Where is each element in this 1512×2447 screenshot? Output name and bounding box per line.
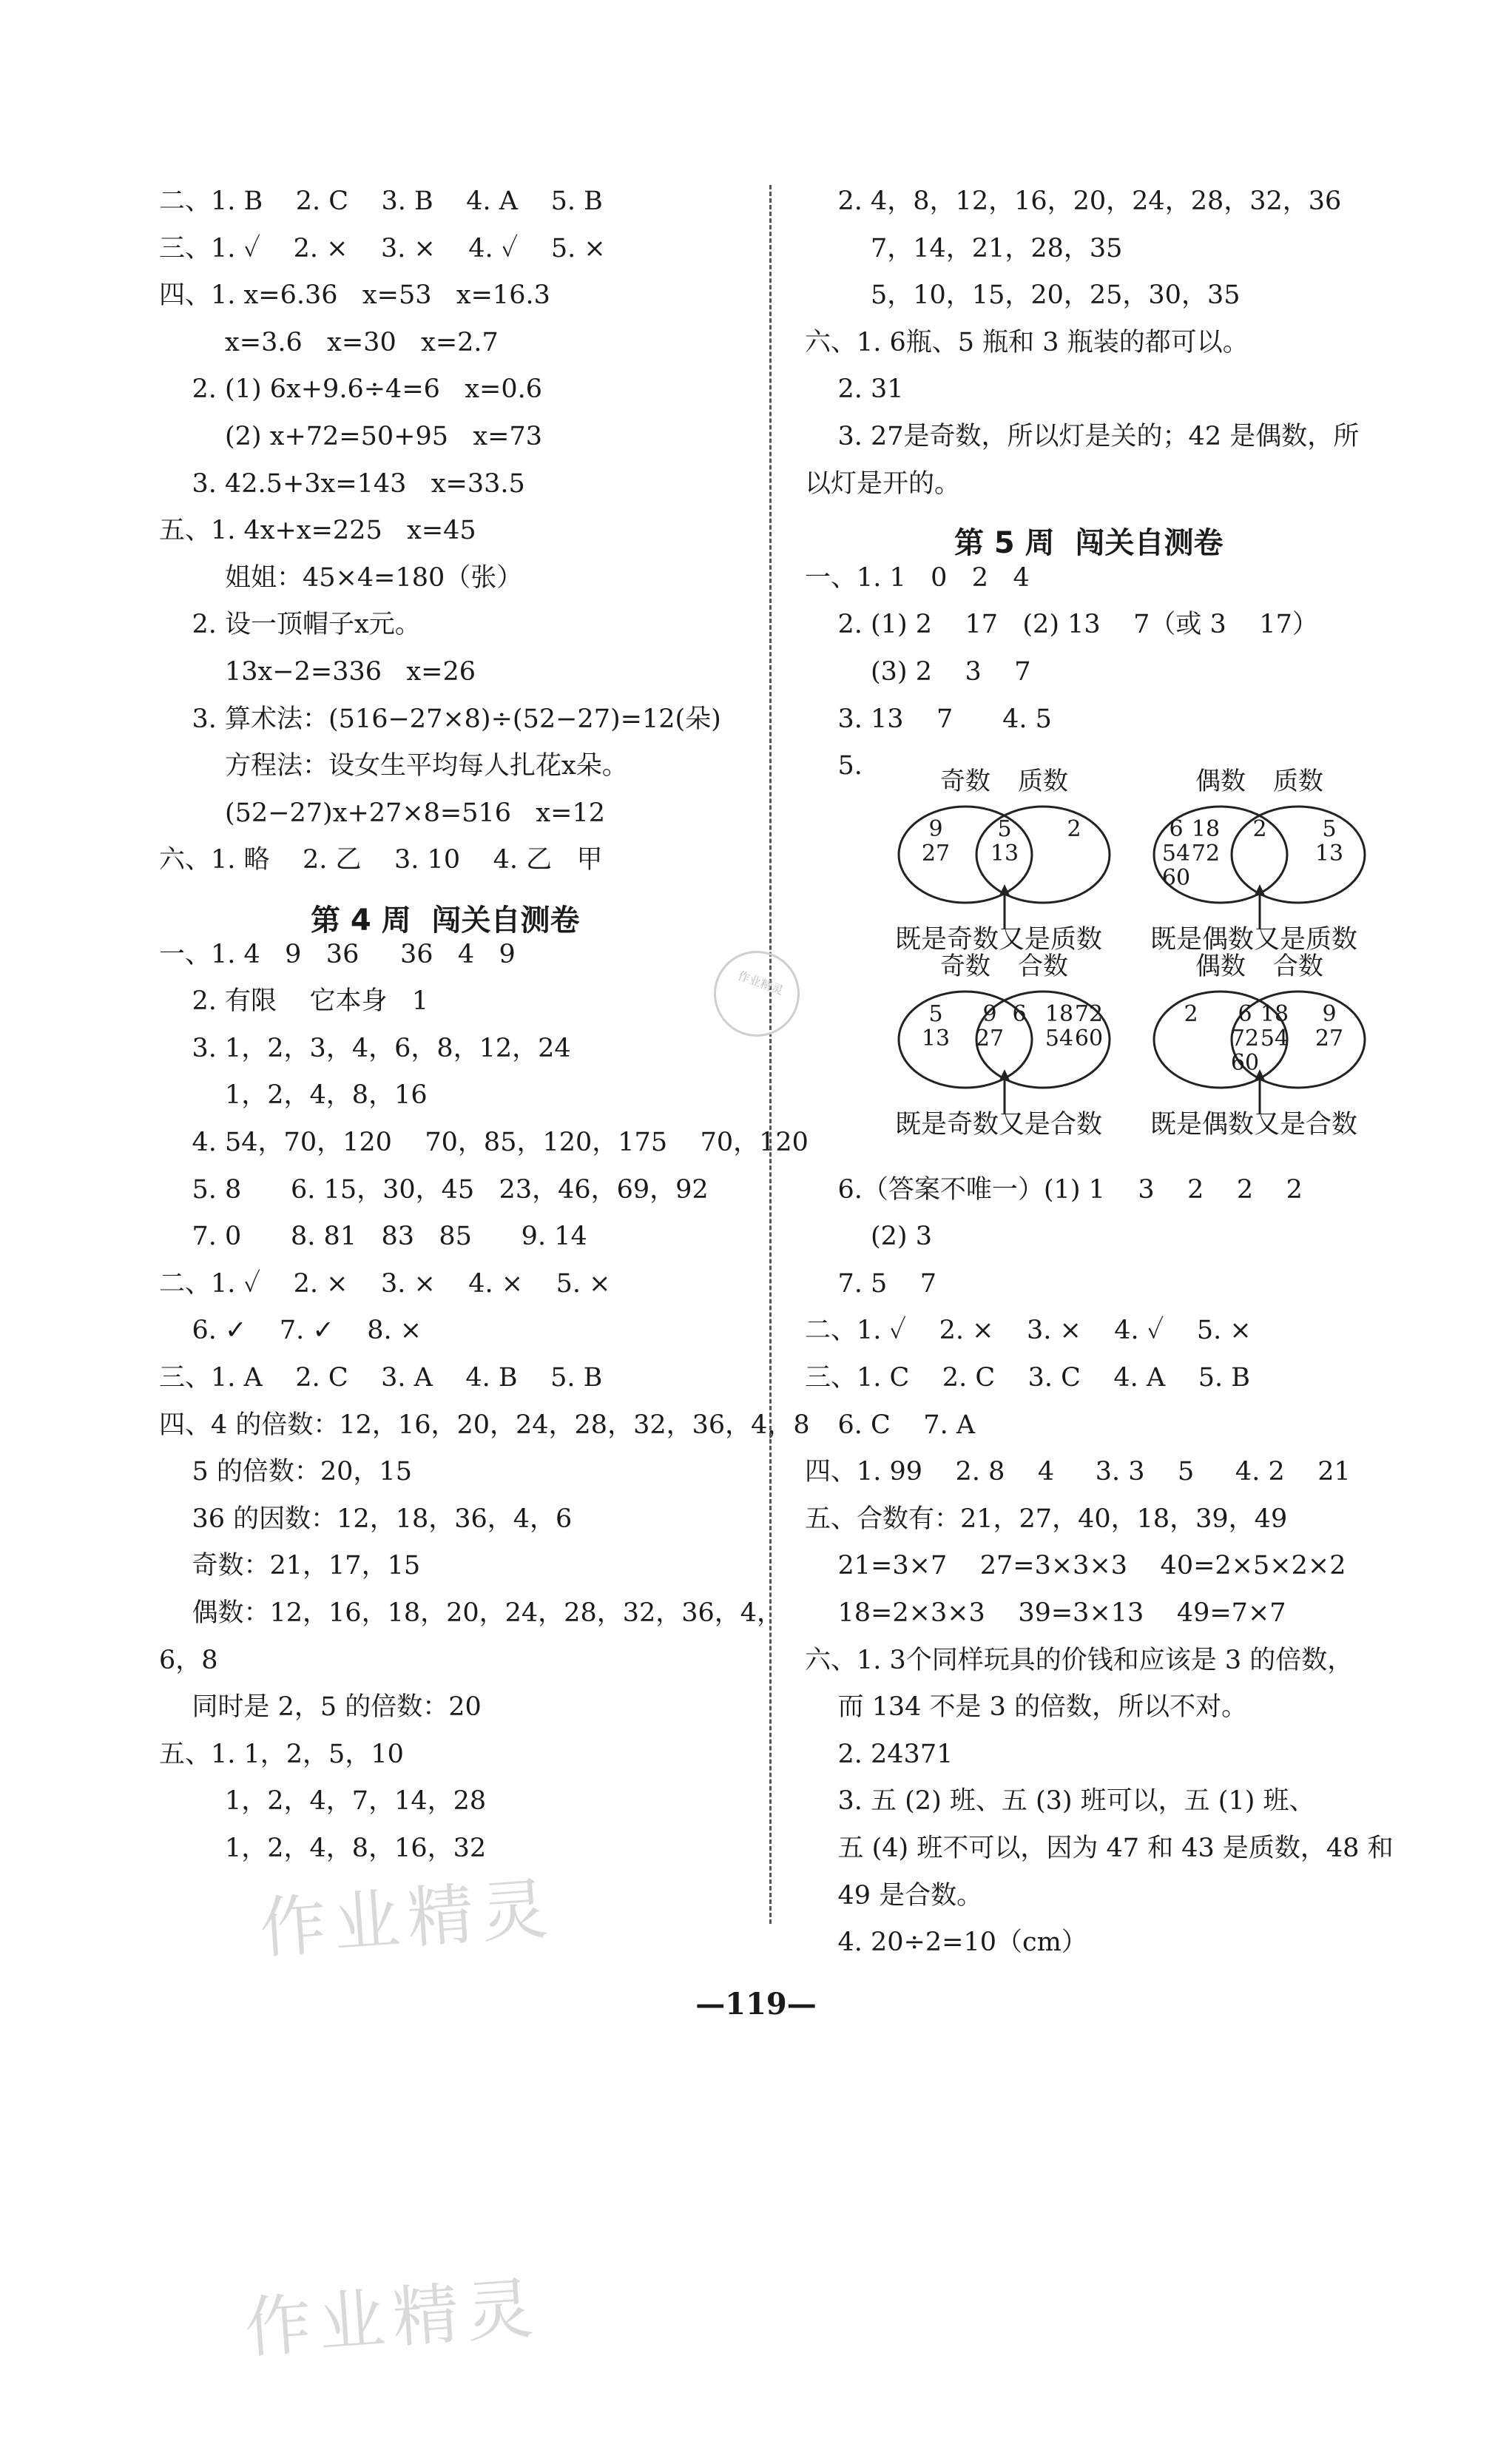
right-line: 7，14，21，28，35 xyxy=(805,233,1123,263)
right-line: 三、1. C 2. C 3. C 4. A 5. B xyxy=(805,1363,1250,1393)
left-line: 同时是 2，5 的倍数：20 xyxy=(159,1692,482,1723)
left-line: 偶数：12，16，18，20，24，28，32，36，4， xyxy=(159,1598,783,1628)
left-line: 六、1. 略 2. 乙 3. 10 4. 乙 甲 xyxy=(159,845,603,875)
right-line: 3. 27是奇数，所以灯是关的；42 是偶数，所 xyxy=(805,422,1360,451)
stamp-text: 作业精灵 xyxy=(735,968,786,998)
left-line: 姐姐：45×4=180（张） xyxy=(159,562,523,593)
venn-left-value: 60 xyxy=(1161,865,1191,891)
venn-left-label: 奇数 xyxy=(940,767,990,796)
venn-right-label: 合数 xyxy=(1273,952,1323,981)
left-line: (52−27)x+27×8=516 x=12 xyxy=(159,798,606,828)
left-line: 奇数：21，17，15 xyxy=(159,1551,421,1581)
right-line: 18=2×3×3 39=3×13 49=7×7 xyxy=(805,1598,1286,1628)
venn-left-value: 9 xyxy=(928,816,943,842)
left-line: 2. 设一顶帽子x元。 xyxy=(159,610,421,640)
right-line: 4. 20÷2=10（cm） xyxy=(805,1928,1087,1958)
watermark-text: 作业精灵 xyxy=(257,1870,558,1968)
venn-middle-value: 60 xyxy=(1230,1050,1260,1076)
left-line: 4. 54，70，120 70，85，120，175 70，120 xyxy=(159,1128,809,1157)
venn-left-value: 2 xyxy=(1184,1001,1198,1027)
right-line: 21=3×7 27=3×3×3 40=2×5×2×2 xyxy=(805,1551,1346,1581)
venn-right-label: 合数 xyxy=(1018,952,1068,981)
venn-diagram xyxy=(1150,767,1372,955)
left-line: 36 的因数：12，18，36，4，6 xyxy=(159,1504,573,1534)
left-line: (2) x+72=50+95 x=73 xyxy=(159,422,543,451)
column-divider xyxy=(769,185,772,1924)
right-line: 2. 24371 xyxy=(805,1739,954,1769)
right-line: 而 134 不是 3 的倍数，所以不对。 xyxy=(805,1692,1248,1723)
venn-right-value: 9 xyxy=(1322,1001,1337,1027)
left-line: 6. ✓ 7. ✓ 8. × xyxy=(159,1316,422,1346)
right-line: 五、合数有：21，27，40，18，39，49 xyxy=(805,1504,1288,1534)
left-line: 5. 8 6. 15，30，45 23，46，69，92 xyxy=(159,1174,709,1205)
right-line: 2. 4，8，12，16，20，24，28，32，36 xyxy=(805,186,1342,216)
page-number: —119— xyxy=(695,1987,817,2022)
right-line: 五 (4) 班不可以，因为 47 和 43 是质数，48 和 xyxy=(805,1834,1394,1863)
left-line: 3. 1，2，3，4，6，8，12，24 xyxy=(159,1033,571,1063)
venn-middle-value: 13 xyxy=(990,841,1019,866)
left-line: 2. 有限 它本身 1 xyxy=(159,986,429,1017)
venn-diagram xyxy=(1150,952,1372,1140)
left-line: 3. 算术法：(516−27×8)÷(52−27)=12(朵) xyxy=(159,704,721,734)
week-4-heading: 第 4 周 闯关自测卷 xyxy=(311,903,580,938)
venn-arrowhead xyxy=(999,1069,1010,1080)
left-line: 6，8 xyxy=(159,1645,218,1675)
right-line: 2. (1) 2 17 (2) 13 7（或 3 17） xyxy=(805,610,1318,640)
left-line: 五、1. 4x+x=225 x=45 xyxy=(159,516,476,546)
right-line: 7. 5 7 xyxy=(805,1268,937,1299)
venn-diagram xyxy=(895,767,1117,955)
left-line: 3. 42.5+3x=143 x=33.5 xyxy=(159,468,525,499)
venn-caption: 既是奇数又是合数 xyxy=(895,1110,1103,1140)
venn-right-value: 2 xyxy=(1067,816,1081,842)
venn-right-label: 质数 xyxy=(1273,767,1323,796)
left-line: x=3.6 x=30 x=2.7 xyxy=(159,327,499,357)
venn-right-value: 13 xyxy=(1314,841,1344,866)
venn-left-value: 18 xyxy=(1191,816,1221,842)
venn-arrowhead xyxy=(999,884,1010,895)
left-line: 1，2，4，7，14，28 xyxy=(159,1786,487,1817)
week-5-heading: 第 5 周 闯关自测卷 xyxy=(954,526,1224,560)
left-line: 1，2，4，8，16 xyxy=(159,1080,428,1111)
right-line: (2) 3 xyxy=(805,1222,932,1252)
venn-arrowhead xyxy=(1255,884,1265,895)
venn-right-value: 72 xyxy=(1074,1001,1104,1027)
right-line: (3) 2 3 7 xyxy=(805,657,1031,687)
left-line: 二、1. B 2. C 3. B 4. A 5. B xyxy=(159,186,603,216)
venn-caption: 既是偶数又是质数 xyxy=(1150,925,1358,955)
venn-middle-value: 18 xyxy=(1260,1001,1289,1027)
left-line: 一、1. 4 9 36 36 4 9 xyxy=(159,939,516,969)
right-line: 2. 31 xyxy=(805,374,904,405)
right-line: 6. C 7. A xyxy=(805,1410,976,1440)
venn-left-value: 54 xyxy=(1161,841,1191,866)
venn-right-value: 18 xyxy=(1044,1001,1074,1027)
right-line: 以灯是开的。 xyxy=(805,468,961,499)
left-line: 5 的倍数：20，15 xyxy=(159,1457,412,1487)
right-line: 5. xyxy=(805,751,863,781)
watermark-text-2: 作业精灵 xyxy=(242,2269,543,2368)
venn-right-value: 5 xyxy=(1322,816,1337,842)
venn-caption: 既是奇数又是质数 xyxy=(895,925,1103,955)
venn-middle-value: 27 xyxy=(975,1026,1005,1051)
venn-middle-value: 72 xyxy=(1230,1026,1260,1051)
venn-diagram xyxy=(895,952,1117,1140)
stamp-logo xyxy=(702,939,812,1049)
left-line: 7. 0 8. 81 83 85 9. 14 xyxy=(159,1222,587,1252)
venn-middle-value: 2 xyxy=(1252,816,1267,842)
right-line: 四、1. 99 2. 8 4 3. 3 5 4. 2 21 xyxy=(805,1457,1351,1487)
right-line: 6.（答案不唯一）(1) 1 3 2 2 2 xyxy=(805,1174,1303,1205)
venn-left-value: 27 xyxy=(921,841,951,866)
left-line: 五、1. 1，2，5，10 xyxy=(159,1739,404,1769)
right-line: 六、1. 6瓶、5 瓶和 3 瓶装的都可以。 xyxy=(805,327,1249,357)
right-line: 二、1. ✓ 2. × 3. × 4. ✓ 5. × xyxy=(805,1316,1252,1346)
venn-middle-value: 9 xyxy=(982,1001,997,1027)
left-line: 四、1. x=6.36 x=53 x=16.3 xyxy=(159,280,550,311)
right-line: 49 是合数。 xyxy=(805,1880,983,1911)
left-line: 四、4 的倍数：12，16，20，24，28，32，36，4，8 xyxy=(159,1410,810,1440)
left-line: 方程法：设女生平均每人扎花x朵。 xyxy=(159,751,628,781)
venn-left-label: 偶数 xyxy=(1195,952,1246,981)
venn-left-value: 5 xyxy=(928,1001,943,1027)
venn-right-label: 质数 xyxy=(1018,767,1068,796)
right-line: 3. 五 (2) 班、五 (3) 班可以，五 (1) 班、 xyxy=(805,1786,1315,1817)
venn-caption: 既是偶数又是合数 xyxy=(1150,1110,1358,1140)
venn-right-value: 60 xyxy=(1074,1026,1104,1051)
venn-left-label: 偶数 xyxy=(1195,767,1246,796)
left-line: 二、1. ✓ 2. × 3. × 4. × 5. × xyxy=(159,1268,611,1299)
left-line: 13x−2=336 x=26 xyxy=(159,657,476,687)
left-line: 1，2，4，8，16，32 xyxy=(159,1834,487,1863)
venn-middle-value: 6 xyxy=(1238,1001,1252,1027)
venn-middle-value: 54 xyxy=(1260,1026,1289,1051)
venn-middle-value: 5 xyxy=(997,816,1012,842)
right-line: 一、1. 1 0 2 4 xyxy=(805,562,1030,593)
venn-left-value: 13 xyxy=(921,1026,951,1051)
left-line: 三、1. ✓ 2. × 3. × 4. ✓ 5. × xyxy=(159,233,606,263)
venn-right-value: 27 xyxy=(1314,1026,1344,1051)
venn-middle-value: 6 xyxy=(1012,1001,1027,1027)
right-line: 3. 13 7 4. 5 xyxy=(805,704,1052,734)
right-line: 六、1. 3个同样玩具的价钱和应该是 3 的倍数， xyxy=(805,1645,1354,1675)
venn-left-value: 72 xyxy=(1191,841,1221,866)
left-line: 2. (1) 6x+9.6÷4=6 x=0.6 xyxy=(159,374,543,405)
venn-left-value: 6 xyxy=(1169,816,1184,842)
venn-left-label: 奇数 xyxy=(940,952,990,981)
venn-right-value: 54 xyxy=(1044,1026,1074,1051)
left-line: 三、1. A 2. C 3. A 4. B 5. B xyxy=(159,1363,603,1393)
venn-right-set xyxy=(1232,807,1365,903)
right-line: 5，10，15，20，25，30，35 xyxy=(805,280,1241,311)
